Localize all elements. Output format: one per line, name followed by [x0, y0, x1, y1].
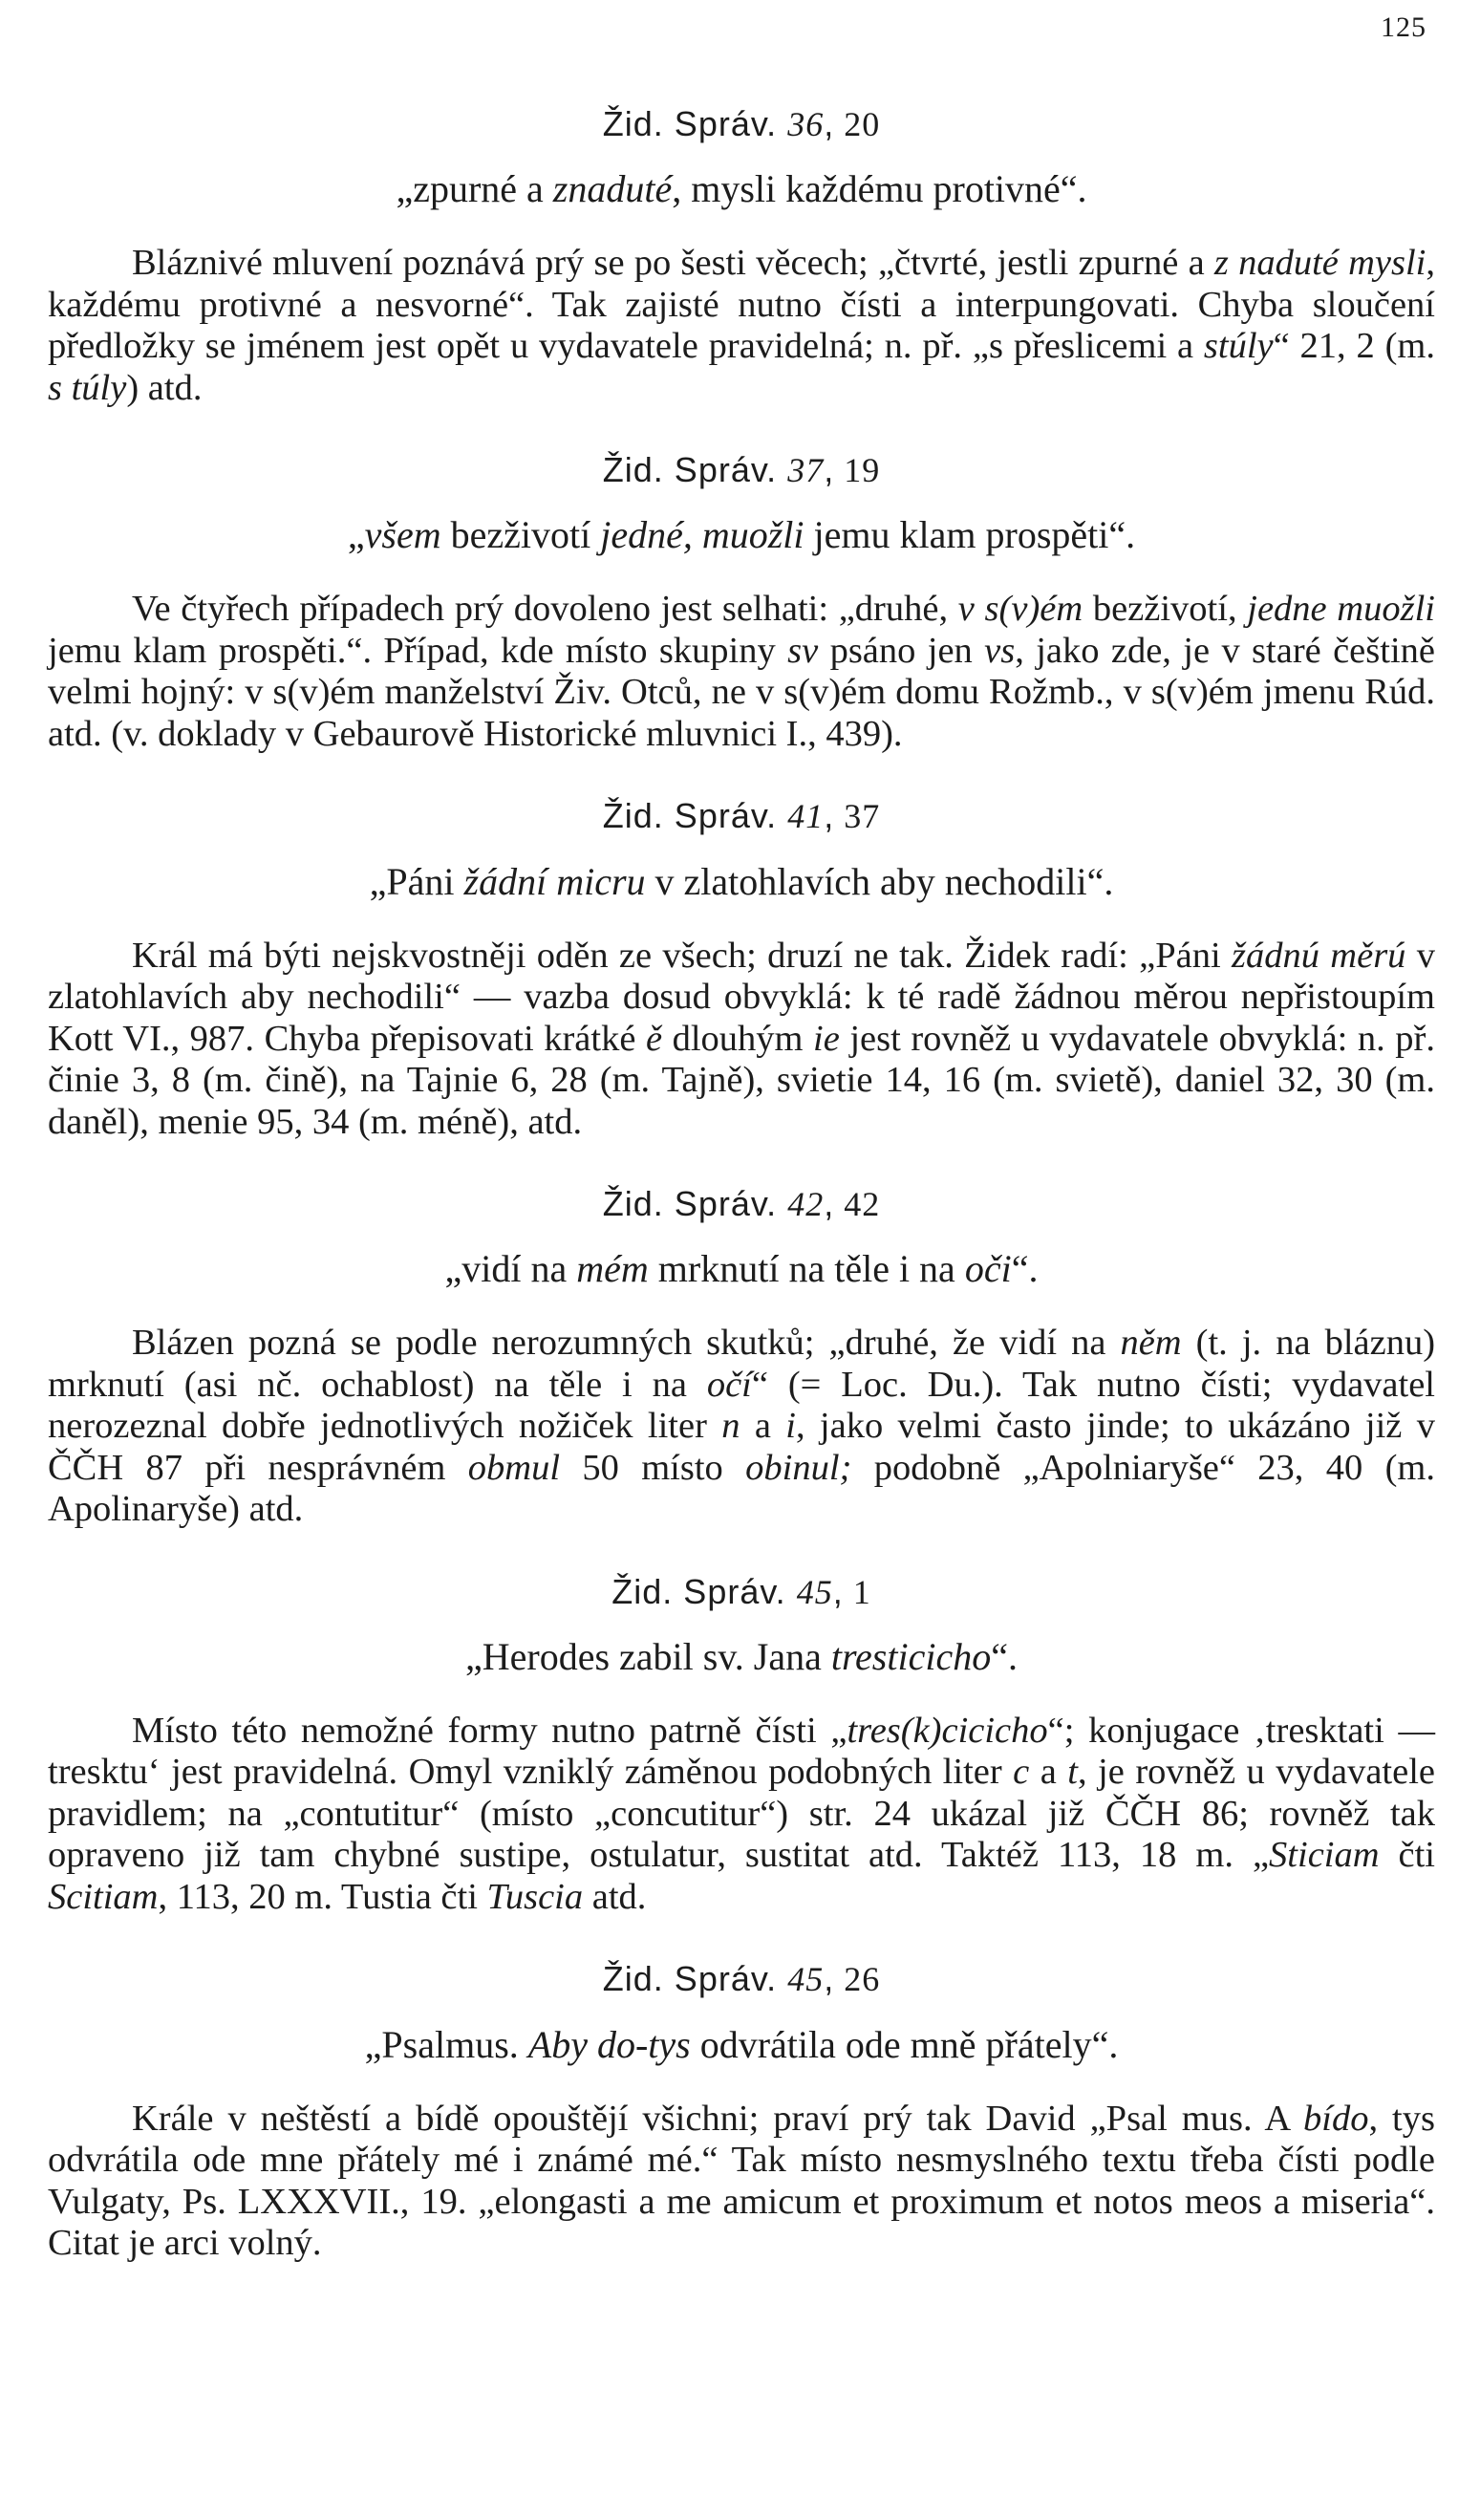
body-run: bído — [1303, 2098, 1369, 2139]
quote-run: žádní micru — [463, 859, 646, 903]
body-run: c — [1013, 1752, 1030, 1793]
quote-run: jemu klam prospěti“. — [804, 513, 1136, 557]
heading-source: Žid. Správ. — [602, 450, 788, 490]
quote-run: Aby do-tys — [527, 2022, 691, 2066]
body-run: podobně „Apolniaryše“ 23, 40 (m. Apolinaryše) atd. — [48, 1447, 1435, 1530]
body-run: Krále v neštěstí a bídě opouštějí všichni; praví prý tak David „Psal mus. A — [132, 2098, 1304, 2139]
body-run: Tuscia — [486, 1876, 584, 1917]
section-quote — [48, 1634, 1435, 1680]
page-content — [48, 103, 1435, 2305]
body-run: n — [721, 1406, 740, 1447]
body-run: bezživotí, — [1083, 589, 1248, 630]
heading-line: 42 — [834, 1185, 881, 1224]
section-body — [48, 1323, 1435, 1531]
body-run: z naduté mysli — [1213, 243, 1426, 284]
heading-source: Žid. Správ. — [602, 1184, 788, 1224]
body-run: dlouhým — [662, 1018, 813, 1059]
body-run: obinul; — [745, 1447, 852, 1488]
section — [48, 795, 1435, 1143]
section — [48, 103, 1435, 409]
quote-run: „Páni — [369, 859, 464, 903]
body-run: s túly — [48, 367, 127, 408]
heading-separator: , — [832, 1571, 844, 1611]
section-body — [48, 2099, 1435, 2265]
body-run: a — [740, 1406, 786, 1447]
heading-line: 26 — [834, 1960, 881, 1999]
heading-source: Žid. Správ. — [611, 1571, 797, 1611]
body-run: Scitiam — [48, 1876, 159, 1917]
body-run: čti — [1379, 1835, 1435, 1876]
body-run: jest rovněž u vydavatele obvyklá: n. př. činie 3, 8 (m. čině), na Tajnie 6, 28 (m. Tajně), svietie 14, 16 (m. svietě), daniel 32, 30 (m. daněl), menie 95, 34 (m. méně), atd. — [48, 1018, 1435, 1142]
body-run: v zlatohlavích aby nechodili“ — vazba dosud obvyklá: k té radě žádnou měrou nepřistoupím Kott VI., 987. Chyba přepisovati krátké — [48, 935, 1436, 1059]
body-run: stúly — [1203, 326, 1274, 367]
body-run: Bláznivé mluvení poznává prý se po šesti věcech; „čtvrté, jestli zpurné a — [132, 243, 1214, 284]
heading-separator: , — [824, 104, 835, 143]
section-body — [48, 589, 1435, 755]
heading-line: 1 — [843, 1572, 871, 1611]
quote-run: „Psalmus. — [364, 2022, 528, 2066]
heading-line: 20 — [834, 105, 881, 143]
body-run: Ve čtyřech případech prý dovoleno jest selhati: „druhé, — [132, 589, 958, 630]
section-body — [48, 1711, 1435, 1919]
section-heading — [48, 449, 1435, 491]
body-run: jedne muožli — [1247, 589, 1435, 630]
body-run: v s(v)ém — [957, 589, 1083, 630]
section — [48, 449, 1435, 755]
heading-source: Žid. Správ. — [602, 796, 788, 836]
page-number: 125 — [1381, 11, 1426, 43]
body-run: Král má býti nejskvostněji oděn ze všech; druzí ne tak. Židek radí: „Páni — [132, 935, 1232, 976]
heading-ref: 37 — [787, 451, 825, 490]
heading-source: Žid. Správ. — [602, 1959, 788, 1999]
body-run: vs — [984, 630, 1016, 671]
quote-run: mrknutí na těle i na — [648, 1247, 965, 1291]
heading-ref: 42 — [787, 1185, 825, 1224]
quote-run: „vidí na — [444, 1247, 577, 1291]
quote-run: , mysli každému protivné“. — [672, 167, 1087, 211]
heading-separator: , — [824, 450, 835, 490]
body-run: , každému protivné a nesvorné“. Tak zajisté nutno čísti a interpungovati. Chyba sloučení předložky se jménem jest opět u vydavatele pravidelná; n. př. „s přeslicemi a — [48, 243, 1435, 367]
quote-run: “. — [991, 1634, 1018, 1678]
section-body — [48, 936, 1435, 1144]
body-run: sv — [787, 630, 819, 671]
body-run: “; konjugace ‚tresktati — tresktu‘ jest pravidelná. Omyl vzniklý záměnou podobných liter — [48, 1710, 1435, 1793]
body-run: , jako velmi často jinde; to ukázáno již v ČČH 87 při nesprávném — [48, 1406, 1435, 1488]
section-quote — [48, 1246, 1435, 1292]
body-run: ě — [645, 1018, 663, 1059]
body-run: , jako zde, je v staré češtině velmi hojný: v s(v)ém manželství Živ. Otců, ne v s(v)ém domu Rožmb., v s(v)ém jmenu Rúd. atd. (v. doklady v Gebaurově Historické mluvnici I., 439). — [48, 630, 1435, 754]
section-heading — [48, 1571, 1435, 1613]
body-run: , tys odvrátila ode mne přátely mé i známé mé.“ Tak místo nesmyslného textu třeba čísti podle Vulgaty, Ps. LXXXVII., 19. „elongasti a me amicum et proximum et notos meos a miseria“. Citat je arci volný. — [48, 2098, 1435, 2264]
quote-run: bezživotí — [440, 513, 601, 557]
quote-run: tresticicho — [830, 1634, 992, 1678]
section-heading — [48, 1183, 1435, 1225]
body-run: 50 místo — [560, 1447, 746, 1488]
section-body — [48, 243, 1435, 409]
heading-ref: 41 — [787, 797, 825, 836]
quote-run: jedné, muožli — [600, 513, 804, 557]
body-run: něm — [1120, 1323, 1182, 1364]
body-run: Blázen pozná se podle nerozumných skutků; „druhé, že vidí na — [132, 1323, 1121, 1364]
quote-run: “. — [1011, 1247, 1039, 1291]
heading-ref: 36 — [787, 105, 825, 143]
quote-run: znaduté — [552, 167, 673, 211]
body-run: Sticiam — [1269, 1835, 1380, 1876]
body-run: jemu klam prospěti.“. Případ, kde místo skupiny — [48, 630, 788, 671]
section-quote — [48, 2022, 1435, 2068]
body-run: a — [1029, 1752, 1068, 1793]
section — [48, 1958, 1435, 2264]
quote-run: všem — [364, 513, 441, 557]
body-run: , 113, 20 m. Tustia čti — [158, 1876, 487, 1917]
body-run: Místo této nemožné formy nutno patrně čísti „ — [132, 1710, 847, 1751]
heading-ref: 45 — [796, 1572, 833, 1611]
quote-run: odvrátila ode mně přátely“. — [690, 2022, 1119, 2066]
body-run: psáno jen — [818, 630, 985, 671]
quote-run: oči — [964, 1247, 1012, 1291]
section — [48, 1183, 1435, 1531]
heading-ref: 45 — [787, 1960, 825, 1999]
quote-run: „zpurné a — [396, 167, 553, 211]
quote-run: v zlatohlavích aby nechodili“. — [645, 859, 1114, 903]
section-quote — [48, 166, 1435, 212]
heading-separator: , — [824, 1184, 835, 1224]
body-run: tres(k)cicicho — [847, 1710, 1048, 1751]
body-run: ) atd. — [126, 367, 203, 408]
body-run: ie — [813, 1018, 840, 1059]
body-run: i — [785, 1406, 796, 1447]
body-run: “ 21, 2 (m. — [1273, 326, 1435, 367]
body-run: “ (= Loc. Du.). Tak nutno čísti; vydavatel nerozeznal dobře jednotlivých nožiček liter — [48, 1364, 1435, 1447]
section-heading — [48, 103, 1435, 145]
body-run: , je rovněž u vydavatele pravidlem; na „contutitur“ (místo „concutitur“) str. 24 ukázal již ČČH 86; rovněž tak opraveno již tam chybné sustipe, ostulatur, sustitat atd. Taktéž 113, 18 m. „ — [48, 1752, 1435, 1876]
section-heading — [48, 1958, 1435, 2000]
section-quote — [48, 512, 1435, 558]
heading-separator: , — [824, 1959, 835, 1999]
heading-line: 37 — [834, 797, 881, 836]
section — [48, 1571, 1435, 1919]
section-heading — [48, 795, 1435, 837]
heading-line: 19 — [834, 451, 881, 490]
body-run: atd. — [583, 1876, 647, 1917]
body-run: očí — [706, 1364, 752, 1405]
section-quote — [48, 859, 1435, 905]
heading-source: Žid. Správ. — [602, 104, 788, 143]
heading-separator: , — [824, 796, 835, 836]
quote-run: „Herodes zabil sv. Jana — [465, 1634, 831, 1678]
body-run: obmul — [467, 1447, 561, 1488]
body-run: t — [1067, 1752, 1078, 1793]
quote-run: mém — [576, 1247, 649, 1291]
quote-run: „ — [347, 513, 365, 557]
body-run: (t. j. na bláznu) mrknutí (asi nč. ochablost) na těle i na — [48, 1323, 1436, 1405]
body-run: žádnú měrú — [1232, 935, 1406, 976]
